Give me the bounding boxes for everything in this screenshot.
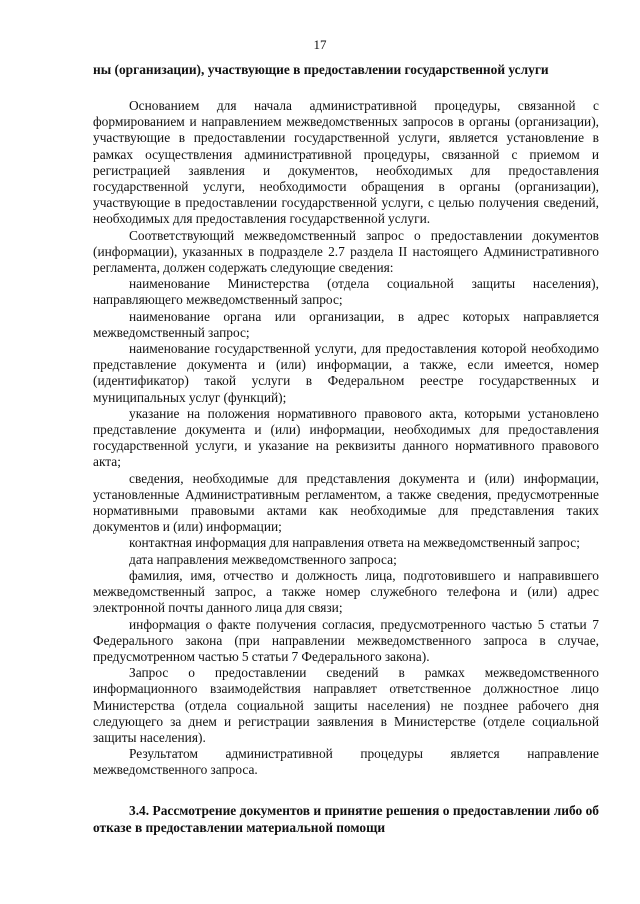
list-item-required-info: сведения, необходимые для представления документа и (или) информации, установленные Административным регламентом, а также сведения, предусмотренные нормативными правовыми актами как необходимые для представления таких документов и (или) информации; [93,470,599,535]
paragraph-basis: Основанием для начала административной процедуры, связанной с формированием и направлением межведомственных запросов в органы (организации), участвующие в предоставлении государственной услуги, является установление в рамках осуществления административной процедуры, связанной с приемом и регистрацией заявления и документов, необходимых для предоставления государственной услуги, необходимости обращения в органы (организации), участвующие в предоставлении государственной услуги, с целью получения сведений, необходимых для предоставления государственной услуги. [93,98,599,227]
page-number: 17 [313,37,327,52]
list-item-organization-name: наименование органа или организации, в адрес которых направляется межведомственный запрос; [93,308,599,340]
list-item-contact-info: контактная информация для направления ответа на межведомственный запрос; [129,535,580,551]
paragraph-request-contents: Соответствующий межведомственный запрос о предоставлении документов (информации), указанных в подразделе 2.7 раздела II настоящего Административного регламента, должен содержать следующие сведения: [93,227,599,276]
list-item-legal-act: указание на положения нормативного правового акта, которыми установлено представление документа и (или) информации, необходимых для предоставления государственной услуги, и указание на реквизиты данного нормативного правового акта; [93,405,599,470]
list-item-consent-info: информация о факте получения согласия, предусмотренного частью 5 статьи 7 Федерального закона (при направлении межведомственного запроса в случае, предусмотренном частью 5 статьи 7 Федерального закона). [93,616,599,664]
list-item-ministry-name: наименование Министерства (отдела социальной защиты населения), направляющего межведомственный запрос; [93,276,599,308]
list-item-request-date: дата направления межведомственного запроса; [129,551,397,567]
list-item-official-details: фамилия, имя, отчество и должность лица, подготовившего и направившего межведомственный запрос, а также номер служебного телефона и (или) адрес электронной почты данного лица для связи; [93,567,599,616]
body-text [93,98,599,779]
paragraph-request-deadline: Запрос о предоставлении сведений в рамках межведомственного информационного взаимодействия направляет ответственное должностное лицо Министерства (отдела социальной защиты населения) не позднее рабочего дня следующего за днем и регистрации заявления в Министерстве (отделе социальной защиты населения). [93,665,599,745]
section-heading: 3.4. Рассмотрение документов и принятие решения о предоставлении либо об отказе в предоставлении материальной помощи [93,803,599,835]
list-item-service-name: наименование государственной услуги, для предоставления которой необходимо представление документа и (или) информации, а также, если имеется, номер (идентификатор) такой услуги в Федеральном реестре государственных и муниципальных услуг (функций); [93,341,599,405]
continued-heading: ны (организации), участвующие в предоставлении государственной услуги [93,62,549,77]
paragraph-result: Результатом административной процедуры является направление межведомственного запроса. [93,746,599,778]
